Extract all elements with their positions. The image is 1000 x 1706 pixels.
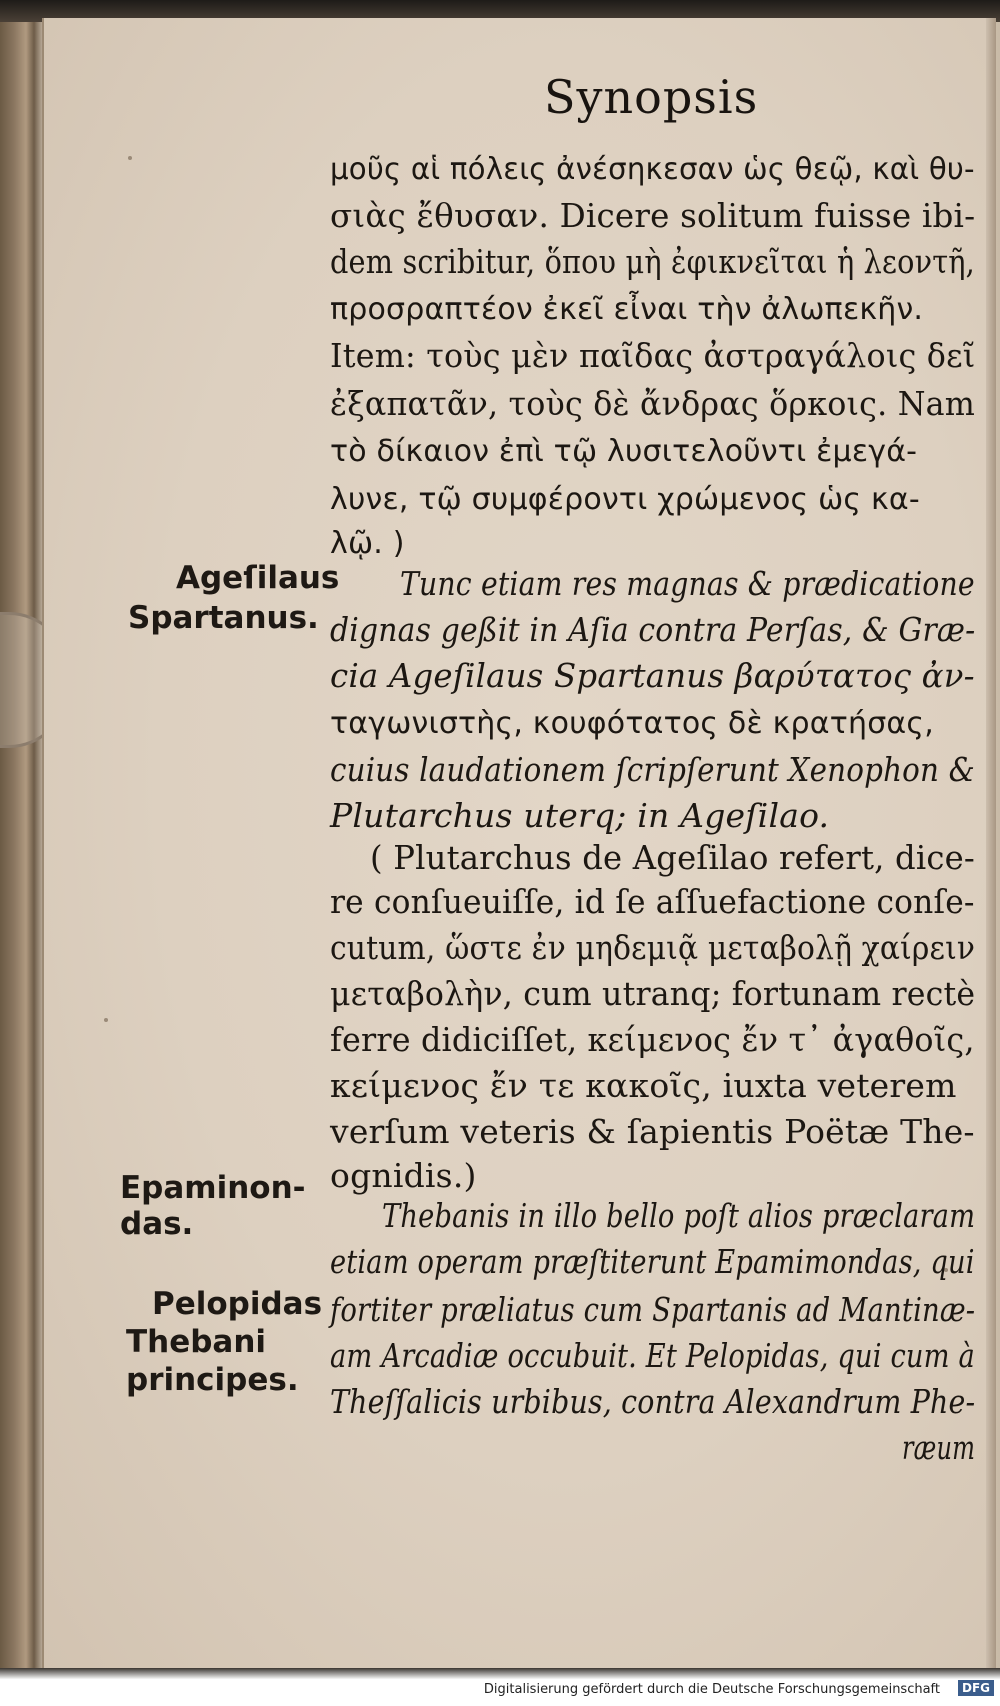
margin-note: Ageſilaus (176, 560, 340, 596)
catchword: ræum (902, 1428, 976, 1467)
text-line: ἐξαπατᾶν, τοὺς δὲ ἄνδρας ὅρκοις. Nam (330, 384, 976, 423)
text-line: cia Ageſilaus Spartanus βαρύτατος ἀν- (330, 656, 975, 695)
text-line: dignas geßit in Aſia contra Perſas, & Græ- (330, 610, 976, 649)
margin-note: Pelopidas (152, 1286, 323, 1322)
text-line: κείμενος ἔν τε κακοῖς, iuxta veterem (330, 1066, 957, 1105)
text-line: λῷ. ) (330, 526, 405, 561)
text-line: ognidis.) (330, 1156, 477, 1195)
paper-speck (104, 1018, 108, 1022)
margin-note: principes. (126, 1362, 299, 1398)
text-line: etiam operam præſtiterunt Epamimondas, qui (330, 1242, 975, 1281)
text-line: am Arcadiæ occubuit. Et Pelopidas, qui cum à (330, 1336, 975, 1375)
text-line: ( Plutarchus de Ageſilao refert, dice- (370, 838, 975, 877)
margin-note: Spartanus. (128, 600, 319, 636)
text-line: re conſueuiſſe, id ſe aſſuefactione conſe- (330, 882, 975, 921)
text-line: προσραπτέον ἐκεῖ εἶναι τὴν ἀλωπεκῆν. (330, 292, 924, 327)
text-line: μοῦς αἱ πόλεις ἀνέσηκεσαν ὡς θεῷ, καὶ θυ- (330, 152, 975, 187)
text-line: Item: τοὺς μὲν παῖδας ἀστραγάλοις δεῖ (330, 336, 976, 375)
paper-speck (128, 156, 132, 160)
text-line: σιὰς ἔθυσαν. Dicere solitum fuisse ibi- (330, 196, 976, 235)
page-edge (986, 18, 996, 1668)
text-line: fortiter præliatus cum Spartanis ad Mantinæ- (330, 1290, 976, 1329)
text-line: λυνε, τῷ συμφέροντι χρώμενος ὡς κα- (330, 482, 920, 517)
text-line: cutum, ὥστε ἐν μηδεμιᾷ μεταβολῇ χαίρειν (330, 928, 976, 967)
text-line: ferre didiciſſet, κείμενος ἔν τ᾽ ἀγαθοῖς, (330, 1020, 975, 1059)
running-head: Synopsis (544, 70, 759, 124)
text-line: ταγωνιστὴς, κουφότατος δὲ κρατήσας, (330, 706, 934, 741)
text-line: dem scribitur, ὅπου μὴ ἐφικνεῖται ἡ λεοντῆ, (330, 242, 975, 281)
text-line: Thebanis in illo bello poſt alios præclaram (382, 1196, 976, 1235)
text-line: τὸ δίκαιον ἐπὶ τῷ λυσιτελοῦντι ἐμεγά- (330, 434, 918, 469)
text-line: Theſſalicis urbibus, contra Alexandrum Phe- (330, 1382, 976, 1421)
margin-note: Epaminon- (120, 1170, 306, 1206)
digitization-credit: Digitalisierung gefördert durch die Deutsche Forschungsgemeinschaft (483, 1682, 940, 1697)
text-line: Plutarchus uterq; in Ageſilao. (330, 796, 830, 835)
margin-note: Thebani (126, 1324, 267, 1360)
dfg-logo: DFG (958, 1680, 994, 1696)
margin-note: das. (120, 1206, 194, 1242)
text-line: μεταβολὴν, cum utranq; fortunam rectè (330, 974, 976, 1013)
text-line: verſum veteris & ſapientis Poëtæ The- (330, 1112, 975, 1151)
text-line: Tunc etiam res magnas & prædicatione (400, 564, 975, 603)
text-line: cuius laudationem ſcripſerunt Xenophon & (330, 750, 975, 789)
